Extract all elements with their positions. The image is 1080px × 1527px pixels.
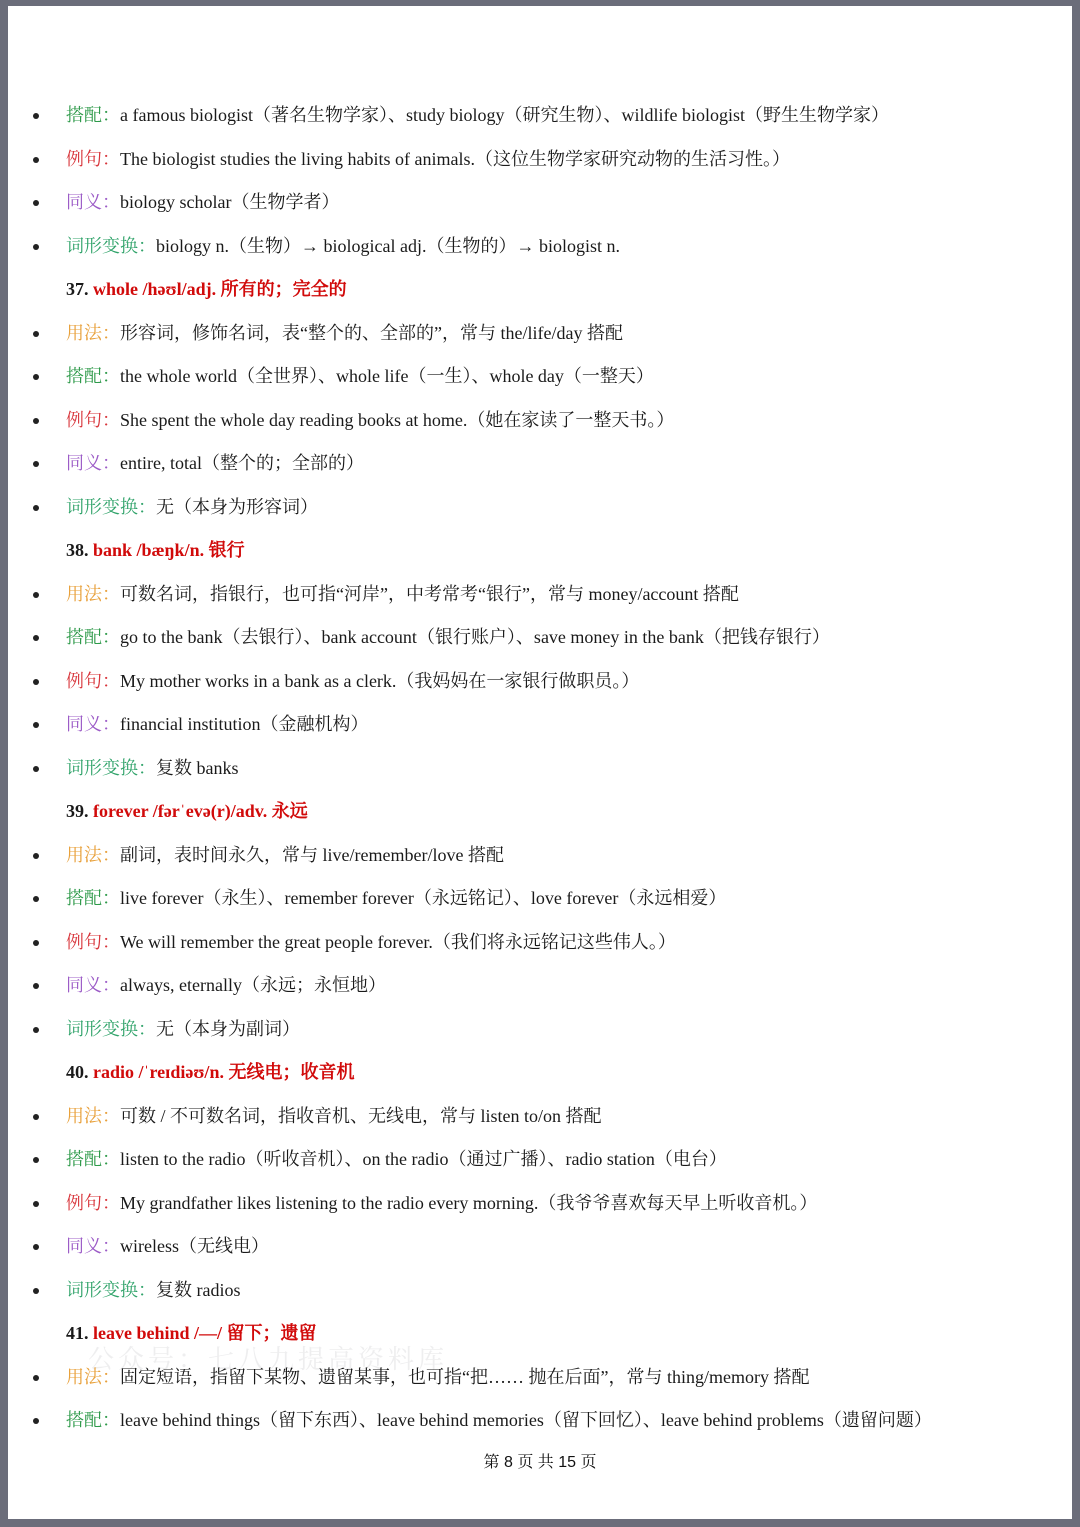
- item-label: 同义：: [66, 1236, 120, 1256]
- bullet-icon: [33, 1244, 39, 1250]
- list-item: [8, 616, 1072, 660]
- item-label: 词形变换：: [66, 235, 156, 256]
- list-item: [8, 1182, 1072, 1226]
- list-item: [8, 1095, 1072, 1139]
- vocabulary-list: [8, 94, 1072, 1443]
- item-label: 同义：: [66, 975, 120, 995]
- bullet-icon: [33, 635, 39, 641]
- item-label: 同义：: [66, 714, 120, 734]
- item-label: 搭配：: [66, 366, 120, 386]
- list-item: [8, 834, 1072, 878]
- word-heading: [8, 529, 1072, 573]
- bullet-icon: [33, 374, 39, 380]
- bullet-icon: [33, 896, 39, 902]
- bullet-icon: [33, 679, 39, 685]
- bullet-icon: [33, 983, 39, 989]
- bullet-icon: [33, 766, 39, 772]
- item-text: live forever（永生）、remember forever（永远铭记）、love forever（永远相爱）: [120, 888, 727, 908]
- word-number: 37.: [66, 279, 89, 299]
- item-label: 例句：: [66, 1192, 120, 1213]
- item-label: 搭配：: [66, 105, 120, 125]
- word-title: whole /həʊl/adj. 所有的；完全的: [93, 279, 347, 299]
- item-text: She spent the whole day reading books at home.（她在家读了一整天书。）: [120, 409, 675, 430]
- list-item: [8, 1225, 1072, 1269]
- word-number: 38.: [66, 540, 89, 560]
- item-text: the whole world（全世界）、whole life（一生）、whole day（一整天）: [120, 366, 654, 386]
- bullet-icon: [33, 200, 39, 206]
- item-text: My mother works in a bank as a clerk.（我妈妈在一家银行做职员。）: [120, 670, 640, 691]
- list-item: [8, 225, 1072, 269]
- item-label: 搭配：: [66, 888, 120, 908]
- list-item: [8, 94, 1072, 138]
- list-item: [8, 1269, 1072, 1313]
- item-label: 例句：: [66, 409, 120, 430]
- word-title: bank /bæŋk/n. 银行: [93, 540, 245, 560]
- word-heading: [8, 268, 1072, 312]
- item-text: 固定短语，指留下某物、遗留某事，也可指“把…… 抛在后面”，常与 thing/memory 搭配: [120, 1366, 810, 1387]
- item-label: 词形变换：: [66, 496, 156, 517]
- word-heading: [8, 1312, 1072, 1356]
- word-number: 40.: [66, 1062, 89, 1082]
- bullet-icon: [33, 461, 39, 467]
- word-heading: [8, 1051, 1072, 1095]
- list-item: [8, 747, 1072, 791]
- bullet-icon: [33, 1288, 39, 1294]
- bullet-icon: [33, 1027, 39, 1033]
- item-label: 用法：: [66, 583, 120, 604]
- item-text: wireless（无线电）: [120, 1236, 269, 1256]
- bullet-icon: [33, 1375, 39, 1381]
- bullet-icon: [33, 244, 39, 250]
- item-text: 无（本身为形容词）: [156, 496, 318, 517]
- item-label: 用法：: [66, 1105, 120, 1126]
- bullet-icon: [33, 331, 39, 337]
- item-text: 复数 banks: [156, 757, 239, 778]
- item-label: 例句：: [66, 148, 120, 169]
- item-text: entire, total（整个的；全部的）: [120, 453, 364, 473]
- item-text: 副词，表时间永久，常与 live/remember/love 搭配: [120, 844, 504, 865]
- item-label: 搭配：: [66, 1410, 120, 1430]
- list-item: [8, 921, 1072, 965]
- bullet-icon: [33, 1201, 39, 1207]
- item-text: We will remember the great people forever.（我们将永远铭记这些伟人。）: [120, 931, 676, 952]
- item-label: 例句：: [66, 931, 120, 952]
- bullet-icon: [33, 592, 39, 598]
- item-text: 可数名词，指银行，也可指“河岸”，中考常考“银行”，常与 money/account 搭配: [120, 583, 739, 604]
- list-item: [8, 964, 1072, 1008]
- word-number: 39.: [66, 801, 89, 821]
- word-number: 41.: [66, 1323, 89, 1343]
- watermark: 公众号：七八九提高资料库: [88, 1345, 449, 1375]
- item-label: 用法：: [66, 844, 120, 865]
- item-text: My grandfather likes listening to the radio every morning.（我爷爷喜欢每天早上听收音机。）: [120, 1192, 818, 1213]
- list-item: [8, 703, 1072, 747]
- list-item: [8, 312, 1072, 356]
- item-label: 同义：: [66, 192, 120, 212]
- document-page: [8, 6, 1072, 1519]
- word-title: leave behind /—/ 留下；遗留: [93, 1323, 317, 1343]
- item-text: a famous biologist（著名生物学家）、study biology（研究生物）、wildlife biologist（野生生物学家）: [120, 105, 889, 125]
- list-item: [8, 1399, 1072, 1443]
- bullet-icon: [33, 1157, 39, 1163]
- item-text: listen to the radio（听收音机）、on the radio（通过广播）、radio station（电台）: [120, 1149, 727, 1169]
- bullet-icon: [33, 853, 39, 859]
- item-text: always, eternally（永远；永恒地）: [120, 975, 386, 995]
- bullet-icon: [33, 940, 39, 946]
- list-item: [8, 355, 1072, 399]
- bullet-icon: [33, 722, 39, 728]
- bullet-icon: [33, 1114, 39, 1120]
- item-text: biology n.（生物）→ biological adj.（生物的）→ biologist n.: [156, 235, 620, 256]
- item-label: 用法：: [66, 1366, 120, 1387]
- list-item: [8, 1138, 1072, 1182]
- list-item: [8, 573, 1072, 617]
- list-item: [8, 486, 1072, 530]
- list-item: [8, 442, 1072, 486]
- list-item: [8, 399, 1072, 443]
- page-footer: 第 8 页 共 15 页: [483, 1454, 597, 1471]
- item-text: 复数 radios: [156, 1279, 241, 1300]
- bullet-icon: [33, 1418, 39, 1424]
- item-label: 词形变换：: [66, 1018, 156, 1039]
- item-text: The biologist studies the living habits of animals.（这位生物学家研究动物的生活习性。）: [120, 148, 790, 169]
- item-label: 例句：: [66, 670, 120, 691]
- word-title: radio /ˈreɪdiəʊ/n. 无线电；收音机: [93, 1062, 355, 1082]
- item-label: 词形变换：: [66, 1279, 156, 1300]
- bullet-icon: [33, 418, 39, 424]
- bullet-icon: [33, 157, 39, 163]
- item-text: biology scholar（生物学者）: [120, 192, 340, 212]
- list-item: [8, 1356, 1072, 1400]
- item-label: 搭配：: [66, 1149, 120, 1169]
- item-text: 形容词，修饰名词，表“整个的、全部的”，常与 the/life/day 搭配: [120, 322, 623, 343]
- item-label: 用法：: [66, 322, 120, 343]
- item-text: financial institution（金融机构）: [120, 714, 369, 734]
- bullet-icon: [33, 505, 39, 511]
- list-item: [8, 138, 1072, 182]
- item-label: 搭配：: [66, 627, 120, 647]
- list-item: [8, 660, 1072, 704]
- item-label: 同义：: [66, 453, 120, 473]
- bullet-icon: [33, 113, 39, 119]
- item-text: leave behind things（留下东西）、leave behind memories（留下回忆）、leave behind problems（遗留问题）: [120, 1410, 932, 1430]
- item-label: 词形变换：: [66, 757, 156, 778]
- item-text: go to the bank（去银行）、bank account（银行账户）、save money in the bank（把钱存银行）: [120, 627, 830, 647]
- word-title: forever /fərˈevə(r)/adv. 永远: [93, 801, 308, 821]
- word-heading: [8, 790, 1072, 834]
- list-item: [8, 1008, 1072, 1052]
- item-text: 可数 / 不可数名词，指收音机、无线电，常与 listen to/on 搭配: [120, 1105, 602, 1126]
- list-item: [8, 877, 1072, 921]
- item-text: 无（本身为副词）: [156, 1018, 300, 1039]
- list-item: [8, 181, 1072, 225]
